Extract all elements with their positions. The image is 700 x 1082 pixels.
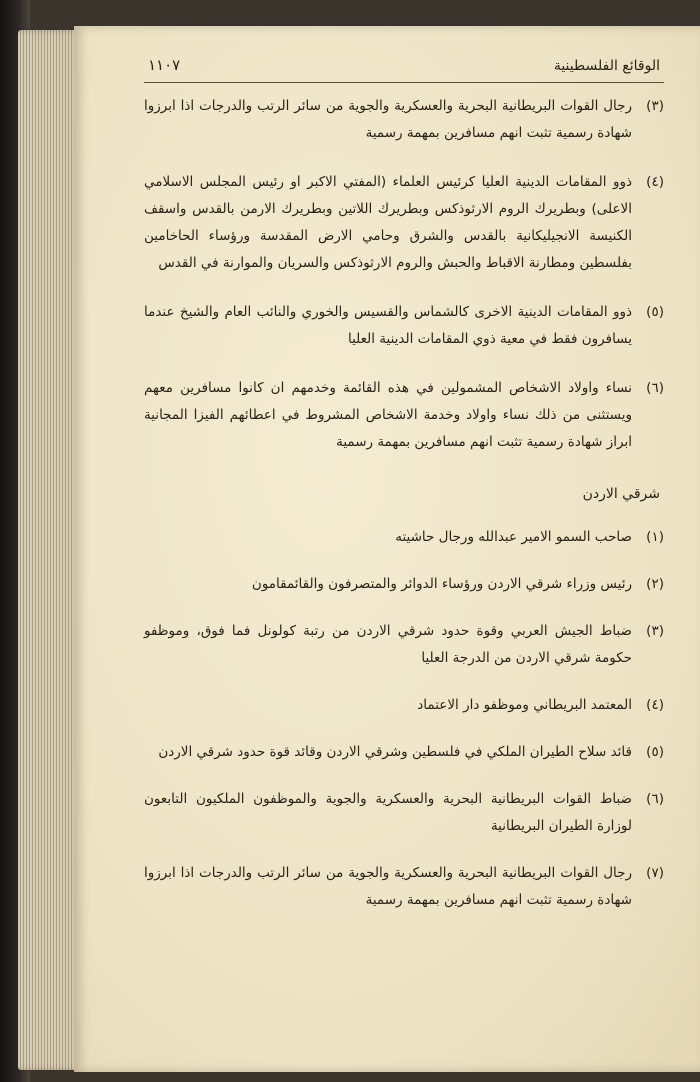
item-text: المعتمد البريطاني وموظفو دار الاعتماد <box>417 697 632 713</box>
item-number: (٤) <box>646 697 664 713</box>
item-number: (٤) <box>646 174 664 190</box>
list-item <box>144 93 664 147</box>
item-number: (٧) <box>646 865 664 881</box>
item-text: رئيس وزراء شرقي الاردن ورؤساء الدوائر والمتصرفون والقائمقامون <box>251 576 632 592</box>
item-text: رجال القوات البريطانية البحرية والعسكرية والجوية من سائر الرتب والدرجات اذا ابرزوا شهادة رسمية تثبت انهم مسافرين بمهمة رسمية <box>144 865 632 908</box>
list-item <box>144 692 664 719</box>
item-number: (٥) <box>646 744 664 760</box>
list-item <box>144 786 664 840</box>
item-text: ضباط الجيش العربي وقوة حدود شرقي الاردن من رتبة كولونل فما فوق، وموظفو حكومة شرقي الاردن من الدرجة العليا <box>144 623 632 666</box>
item-number: (٢) <box>646 576 664 592</box>
item-number: (٦) <box>646 791 664 807</box>
list-item <box>144 299 664 353</box>
journal-title: الوقائع الفلسطينية <box>553 58 660 74</box>
item-number: (٦) <box>646 380 664 396</box>
list-item <box>144 375 664 456</box>
item-number: (٣) <box>646 623 664 639</box>
page-edges <box>18 30 80 1070</box>
list-item <box>144 169 664 277</box>
item-text: صاحب السمو الامير عبدالله ورجال حاشيته <box>395 529 632 545</box>
running-header <box>144 56 664 83</box>
page-number: ١١٠٧ <box>148 56 181 74</box>
item-text: ضباط القوات البريطانية البحرية والعسكرية والجوية والموظفون الملكيون التابعون لوزارة الطيران البريطانية <box>144 791 632 834</box>
item-text: نساء واولاد الاشخاص المشمولين في هذه القائمة وخدمهم ان كانوا مسافرين معهم ويستثنى من ذلك نساء واولاد وخدمة الاشخاص المشروط في اعطائهم الفيزا المجانية ابراز شهادة رسمية تثبت انهم مسافرين بمهمة رسمية <box>144 380 632 450</box>
list-item <box>144 618 664 672</box>
item-text: ذوو المقامات الدينية العليا كرئيس العلماء (المفتي الاكبر او رئيس المجلس الاسلامي الاعلى) وبطريرك الروم الارثوذكس وبطريرك اللاتين وبطريرك الارمن بالقدس واسقف الكنيسة الانجيليكانية بالقدس والشرق وحامي الارض المقدسة ورؤساء الحاخامين بفلسطين ومطارنة الاقباط والحبش والروم الارثوذكس والسريان والموارنة في القدس <box>144 174 632 271</box>
item-number: (٥) <box>646 304 664 320</box>
list-item <box>144 571 664 598</box>
page-content <box>144 56 664 914</box>
item-text: ذوو المقامات الدينية الاخرى كالشماس والقسيس والخوري والنائب العام والشيخ عندما يسافرون فقط في معية ذوي المقامات الدينية العليا <box>144 304 632 347</box>
list-item <box>144 739 664 766</box>
item-text: رجال القوات البريطانية البحرية والعسكرية والجوية من سائر الرتب والدرجات اذا ابرزوا شهادة رسمية تثبت انهم مسافرين بمهمة رسمية <box>144 98 632 141</box>
section-heading: شرقي الاردن <box>582 486 660 502</box>
list-item <box>144 860 664 914</box>
item-text: قائد سلاح الطيران الملكي في فلسطين وشرقي الاردن وقائد قوة حدود شرقي الاردن <box>158 744 632 760</box>
page <box>74 26 700 1072</box>
item-number: (١) <box>646 529 664 545</box>
list-item <box>144 524 664 551</box>
item-number: (٣) <box>646 98 664 114</box>
